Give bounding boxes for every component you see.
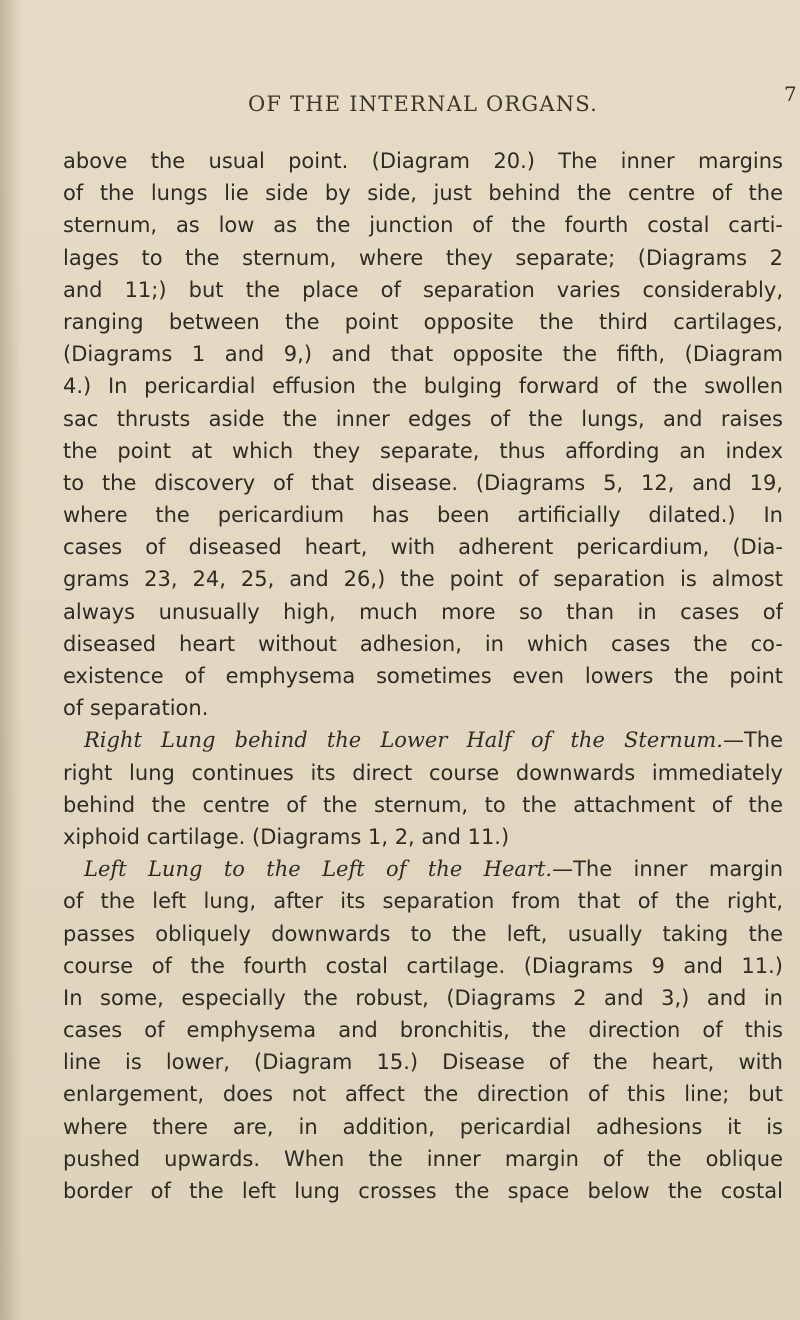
text-line: the point at which they separate, thus affording an index [63, 438, 783, 463]
text-line: diseased heart without adhesion, in which cases the co- [63, 631, 783, 656]
text-line: sternum, as low as the junction of the fourth costal carti- [63, 213, 783, 238]
running-head-title: OF THE INTERNAL ORGANS. [248, 92, 599, 116]
text-line: of the lungs lie side by side, just behind the centre of the [63, 181, 783, 206]
section-heading-left-lung: Left Lung to the Left of the Heart. [84, 857, 553, 882]
text-line: existence of emphysema sometimes even lowers the point [63, 664, 783, 688]
text-line: ranging between the point opposite the third cartilages, [63, 309, 783, 334]
section-right-lung-first-line [63, 724, 783, 756]
text-line: enlargement, does not affect the direction of this line; but [63, 1082, 783, 1107]
text-fragment: The [743, 728, 783, 753]
page-number: 7 [784, 82, 797, 106]
section-heading-right-lung: Right Lung behind the Lower Half of the Sternum. [84, 728, 723, 753]
text-line: course of the fourth costal cartilage. (Diagrams 9 and 11.) [63, 953, 783, 978]
text-line: to the discovery of that disease. (Diagrams 5, 12, and 19, [63, 470, 783, 495]
text-line: grams 23, 24, 25, and 26,) the point of separation is almost [63, 567, 783, 592]
gutter-shadow [0, 0, 22, 1320]
text-line: line is lower, (Diagram 15.) Disease of the heart, with [63, 1050, 783, 1075]
em-dash: — [552, 857, 574, 882]
text-line: where there are, in addition, pericardial adhesions it is [63, 1114, 783, 1139]
text-line: border of the left lung crosses the space below the costal [63, 1179, 783, 1203]
text-line: cases of diseased heart, with adherent pericardium, (Dia- [63, 535, 783, 560]
section-left-lung-first-line [63, 853, 783, 885]
text-line: In some, especially the robust, (Diagrams 2 and 3,) and in [63, 985, 783, 1010]
text-line: right lung continues its direct course downwards immediately [63, 760, 783, 785]
text-line: pushed upwards. When the inner margin of the oblique [63, 1146, 783, 1171]
text-line: xiphoid cartilage. (Diagrams 1, 2, and 11.) [63, 824, 510, 849]
text-line: 4.) In pericardial effusion the bulging forward of the swollen [63, 374, 783, 399]
text-line: lages to the sternum, where they separate; (Diagrams 2 [63, 245, 783, 270]
text-line: of the left lung, after its separation from that of the right, [63, 889, 783, 914]
text-line: always unusually high, much more so than in cases of [63, 599, 783, 624]
text-line: passes obliquely downwards to the left, usually taking the [63, 921, 783, 946]
text-line: sac thrusts aside the inner edges of the lungs, and raises [63, 406, 783, 431]
body-text [63, 145, 783, 1207]
text-line: of separation. [63, 696, 209, 721]
text-line: behind the centre of the sternum, to the attachment of the [63, 792, 783, 817]
text-line: (Diagrams 1 and 9,) and that opposite the fifth, (Diagram [63, 342, 783, 367]
em-dash: — [722, 728, 744, 753]
text-line: where the pericardium has been artificially dilated.) In [63, 503, 783, 528]
text-line: above the usual point. (Diagram 20.) The inner margins [63, 149, 783, 173]
running-header [0, 82, 800, 132]
text-fragment: The inner margin [573, 857, 783, 882]
text-line: and 11;) but the place of separation varies considerably, [63, 277, 783, 302]
text-line: cases of emphysema and bronchitis, the direction of this [63, 1018, 783, 1043]
